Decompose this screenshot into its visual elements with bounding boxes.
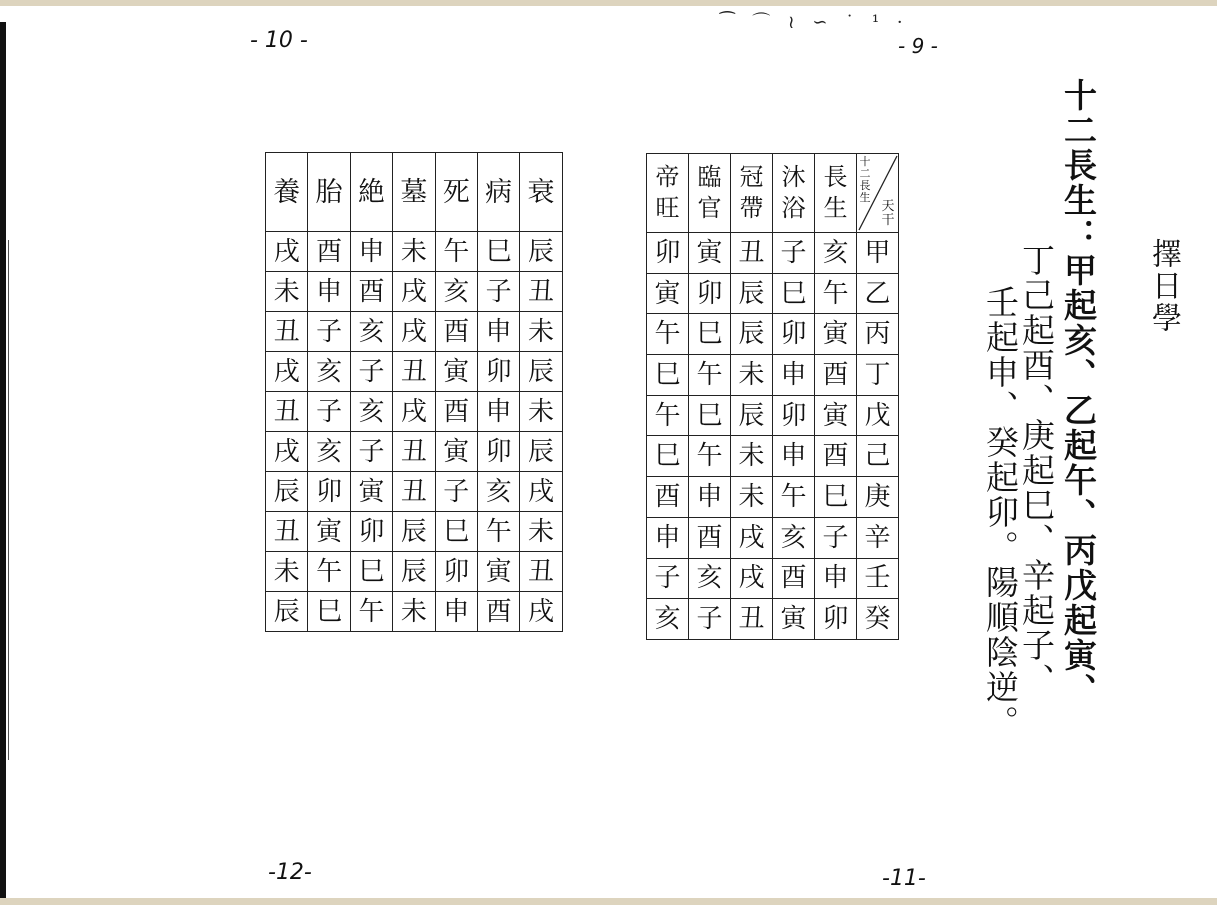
right-table-stem-cell: 壬	[857, 558, 899, 599]
right-table-row	[647, 355, 899, 396]
right-table-cell: 子	[815, 517, 857, 558]
left-table-cell: 午	[308, 552, 350, 592]
left-table-cell: 酉	[435, 312, 477, 352]
right-table-stem-cell: 癸	[857, 599, 899, 640]
right-table-cell: 巳	[689, 314, 731, 355]
left-table-cell: 丑	[520, 552, 562, 592]
left-table-cell: 寅	[435, 352, 477, 392]
right-table-row	[647, 436, 899, 477]
left-table-row	[266, 472, 563, 512]
left-table-cell: 午	[435, 232, 477, 272]
left-table-cell: 戌	[520, 472, 562, 512]
right-table-row	[647, 477, 899, 518]
right-table-cell: 卯	[689, 273, 731, 314]
right-table-stem-cell: 丁	[857, 355, 899, 396]
left-table-cell: 寅	[477, 552, 519, 592]
right-table-row	[647, 233, 899, 274]
left-table-header-cell: 胎	[308, 153, 350, 232]
left-table-cell: 卯	[477, 352, 519, 392]
right-table-cell: 巳	[647, 355, 689, 396]
right-table-cell: 巳	[689, 395, 731, 436]
left-table-cell: 寅	[350, 472, 392, 512]
left-table-cell: 子	[308, 312, 350, 352]
right-table-cell: 申	[647, 517, 689, 558]
header-label: 擇日學	[1146, 238, 1181, 334]
body-line-2: 壬起申、癸起卯。陽順陰逆。	[981, 285, 1020, 740]
right-table-row	[647, 558, 899, 599]
right-table-stem-cell: 丙	[857, 314, 899, 355]
left-table-cell: 巳	[350, 552, 392, 592]
left-table-cell: 寅	[308, 512, 350, 552]
left-table-cell: 辰	[266, 472, 308, 512]
right-table-header-row	[647, 154, 899, 233]
right-table-cell: 酉	[773, 558, 815, 599]
right-table-cell: 申	[815, 558, 857, 599]
left-table-header-cell: 病	[477, 153, 519, 232]
left-table-cell: 辰	[393, 552, 435, 592]
left-table-cell: 戌	[266, 232, 308, 272]
left-table-header-cell: 死	[435, 153, 477, 232]
right-table-cell: 亥	[815, 233, 857, 274]
title-line: 十二長生：甲起亥、乙起午、丙戊起寅、	[1059, 78, 1098, 708]
binding-edge	[0, 22, 6, 898]
right-table-cell: 亥	[647, 599, 689, 640]
left-table-cell: 戌	[393, 312, 435, 352]
left-table-cell: 戌	[393, 392, 435, 432]
left-table-cell: 卯	[308, 472, 350, 512]
left-table-cell: 未	[266, 552, 308, 592]
left-table-cell: 未	[393, 232, 435, 272]
left-table-cell: 丑	[520, 272, 562, 312]
right-table-cell: 午	[647, 395, 689, 436]
right-table-row	[647, 395, 899, 436]
left-table-cell: 辰	[266, 592, 308, 632]
left-table-cell: 戌	[266, 352, 308, 392]
right-table-cell: 寅	[647, 273, 689, 314]
right-table-cell: 亥	[773, 517, 815, 558]
left-table-cell: 子	[477, 272, 519, 312]
left-table-cell: 卯	[477, 432, 519, 472]
right-table-cell: 未	[731, 477, 773, 518]
left-table-header-cell: 衰	[520, 153, 562, 232]
left-table-header-cell: 墓	[393, 153, 435, 232]
left-table-cell: 未	[266, 272, 308, 312]
right-table-cell: 午	[689, 355, 731, 396]
left-table-cell: 辰	[520, 432, 562, 472]
right-table-row	[647, 517, 899, 558]
right-table-header-label: 長 生	[823, 163, 848, 222]
left-table-row	[266, 272, 563, 312]
left-table-row	[266, 392, 563, 432]
left-table-cell: 戌	[266, 432, 308, 472]
right-table-cell: 子	[689, 599, 731, 640]
left-table-row	[266, 312, 563, 352]
left-table-cell: 酉	[477, 592, 519, 632]
right-table-cell: 午	[647, 314, 689, 355]
right-table-stem-cell: 辛	[857, 517, 899, 558]
left-table-cell: 辰	[393, 512, 435, 552]
left-table-cell: 酉	[308, 232, 350, 272]
left-table-cell: 未	[393, 592, 435, 632]
left-table-row	[266, 592, 563, 632]
left-table-row	[266, 352, 563, 392]
right-table-cell: 子	[773, 233, 815, 274]
left-table-cell: 子	[350, 432, 392, 472]
left-table-cell: 亥	[308, 432, 350, 472]
left-table-cell: 卯	[350, 512, 392, 552]
left-table-cell: 午	[477, 512, 519, 552]
left-table-header-cell: 養	[266, 153, 308, 232]
left-table-cell: 亥	[477, 472, 519, 512]
right-table-cell: 丑	[731, 599, 773, 640]
left-table-row	[266, 432, 563, 472]
right-table-header-label: 沐 浴	[781, 163, 806, 222]
right-table-stem-cell: 戊	[857, 395, 899, 436]
right-table-cell: 未	[731, 436, 773, 477]
left-table-cell: 未	[520, 512, 562, 552]
right-table-header-cell	[689, 154, 731, 233]
right-table-header-cell	[815, 154, 857, 233]
left-table-cell: 辰	[520, 352, 562, 392]
left-table-cell: 子	[350, 352, 392, 392]
right-table-stem-cell: 乙	[857, 273, 899, 314]
left-table-row	[266, 552, 563, 592]
left-table-cell: 亥	[435, 272, 477, 312]
right-table-cell: 亥	[689, 558, 731, 599]
binding-edge-line	[8, 240, 9, 760]
left-table-cell: 未	[520, 312, 562, 352]
right-table-cell: 卯	[815, 599, 857, 640]
right-table-cell: 寅	[773, 599, 815, 640]
left-table-cell: 辰	[520, 232, 562, 272]
bottom-edge-strip	[0, 898, 1217, 905]
right-table-cell: 未	[731, 355, 773, 396]
right-table-row	[647, 599, 899, 640]
right-table-cell: 子	[647, 558, 689, 599]
right-table-cell: 辰	[731, 273, 773, 314]
left-table-cell: 申	[308, 272, 350, 312]
right-table-header-cell	[647, 154, 689, 233]
right-table-stem-cell: 庚	[857, 477, 899, 518]
left-table-cell: 申	[477, 312, 519, 352]
left-table-cell: 卯	[435, 552, 477, 592]
right-table-cell: 戌	[731, 517, 773, 558]
right-table-cell: 巳	[815, 477, 857, 518]
right-table-header-label: 冠 帶	[739, 163, 764, 222]
right-table-cell: 丑	[731, 233, 773, 274]
left-table-cell: 申	[350, 232, 392, 272]
left-table-cell: 寅	[435, 432, 477, 472]
right-table-cell: 申	[773, 436, 815, 477]
left-table-cell: 丑	[393, 352, 435, 392]
right-table-cell: 午	[773, 477, 815, 518]
left-table-cell: 丑	[393, 472, 435, 512]
page-number-left-bottom: -12-	[268, 860, 312, 885]
right-table-header-cell	[731, 154, 773, 233]
left-table-cell: 子	[308, 392, 350, 432]
left-table-row	[266, 232, 563, 272]
left-table-cell: 丑	[266, 312, 308, 352]
left-table-cell: 巳	[308, 592, 350, 632]
right-table-cell: 午	[689, 436, 731, 477]
right-table-cell: 戌	[731, 558, 773, 599]
right-table-cell: 申	[689, 477, 731, 518]
left-table-cell: 酉	[435, 392, 477, 432]
cropped-handwriting: ⁀ ⌒ ≀ ∽ ˙ ¹ ·	[720, 12, 909, 33]
right-table-row	[647, 314, 899, 355]
right-table-cell: 寅	[815, 395, 857, 436]
right-table-cell: 巳	[647, 436, 689, 477]
right-table	[646, 153, 899, 640]
right-table-cell: 巳	[773, 273, 815, 314]
right-table-cell: 寅	[689, 233, 731, 274]
left-table-cell: 丑	[393, 432, 435, 472]
right-table-cell: 午	[815, 273, 857, 314]
corner-label-bottom: 天 干	[881, 199, 895, 228]
left-table-header-row	[266, 153, 563, 232]
left-table-cell: 丑	[266, 392, 308, 432]
right-table-cell: 酉	[815, 436, 857, 477]
right-table-cell: 卯	[773, 314, 815, 355]
left-table-cell: 子	[435, 472, 477, 512]
right-table-cell: 辰	[731, 395, 773, 436]
left-table-cell: 亥	[350, 392, 392, 432]
page-number-left-top: - 10 -	[250, 28, 308, 53]
top-edge-strip	[0, 0, 1217, 6]
page-number-right-top: - 9 -	[898, 34, 938, 58]
left-table-cell: 申	[477, 392, 519, 432]
page-number-right-bottom: -11-	[882, 866, 926, 891]
right-table-header-label: 臨 官	[697, 163, 722, 222]
right-table-cell: 卯	[647, 233, 689, 274]
body-line-1: 丁己起酉、庚起巳、辛起子、	[1017, 243, 1056, 698]
left-table	[265, 152, 563, 632]
left-table-cell: 戌	[520, 592, 562, 632]
right-table-stem-cell: 甲	[857, 233, 899, 274]
left-table-cell: 亥	[308, 352, 350, 392]
left-table-cell: 申	[435, 592, 477, 632]
left-table-header-cell: 絶	[350, 153, 392, 232]
right-table-cell: 酉	[815, 355, 857, 396]
left-table-cell: 未	[520, 392, 562, 432]
right-table-cell: 酉	[647, 477, 689, 518]
right-table-cell: 寅	[815, 314, 857, 355]
left-table-cell: 戌	[393, 272, 435, 312]
right-table-header-cell	[773, 154, 815, 233]
left-table-row	[266, 512, 563, 552]
left-table-cell: 巳	[435, 512, 477, 552]
corner-label-top: 十 二 長 生	[859, 155, 871, 204]
right-table-cell: 酉	[689, 517, 731, 558]
left-table-cell: 巳	[477, 232, 519, 272]
right-table-cell: 申	[773, 355, 815, 396]
left-table-cell: 午	[350, 592, 392, 632]
right-table-cell: 辰	[731, 314, 773, 355]
right-table-corner-cell	[857, 154, 899, 233]
right-table-row	[647, 273, 899, 314]
right-table-cell: 卯	[773, 395, 815, 436]
left-table-cell: 亥	[350, 312, 392, 352]
right-table-stem-cell: 己	[857, 436, 899, 477]
left-table-cell: 酉	[350, 272, 392, 312]
right-table-header-label: 帝 旺	[655, 163, 680, 222]
left-table-cell: 丑	[266, 512, 308, 552]
